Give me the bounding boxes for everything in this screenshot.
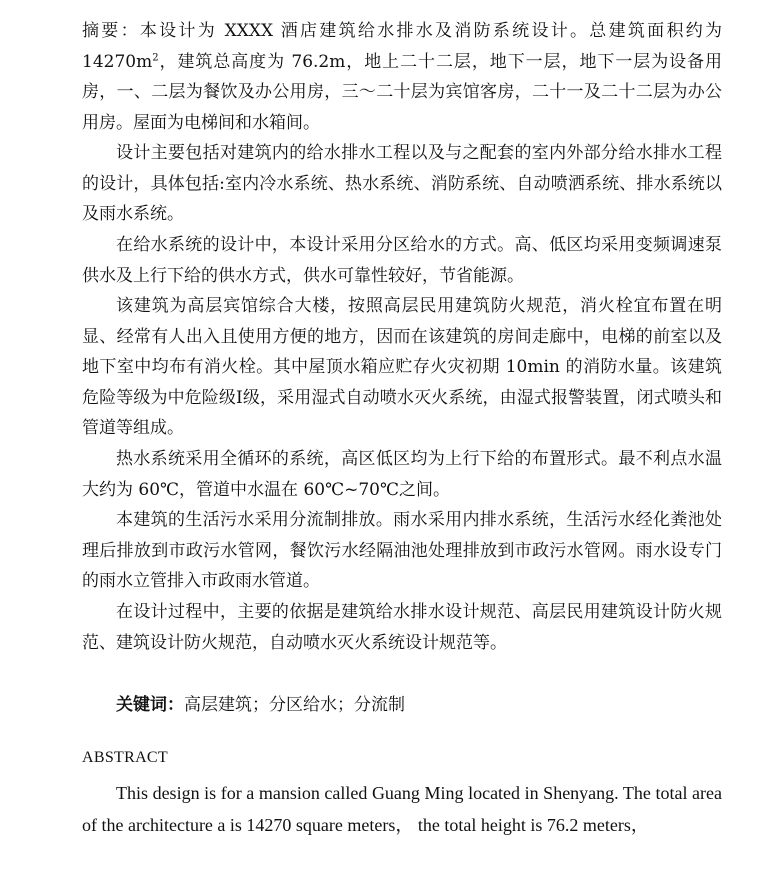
abstract-heading: ABSTRACT [82,749,168,766]
summary-paragraph-4: 该建筑为高层宾馆综合大楼，按照高层民用建筑防火规范，消火栓宜布置在明显、经常有人出入且使用方便的地方，因而在该建筑的房间走廊中，电梯的前室以及地下室中均布有消火栓。其中屋顶水箱应贮存火灾初期 10min 的消防水量。该建筑危险等级为中危险级Ⅰ级，采用湿式自动喷水灭火系统，由湿式报警装置，闭式喷头和管道等组成。 [82,296,722,438]
summary-text-a: 本设计为 XXXX 酒店建筑给水排水及消防系统设计。总建筑面积约为 14270m [82,21,723,72]
keywords-line [116,693,405,717]
abstract-paragraph-1: This design is for a mansion called Guang Ming located in Shenyang. The total area of the architecture a is 14270 square meters， the total height is 76.2 meters， [82,783,722,835]
area-superscript: 2 [152,51,159,63]
summary-paragraph-2: 设计主要包括对建筑内的给水排水工程以及与之配套的室内外部分给水排水工程的设计，具体包括:室内冷水系统、热水系统、消防系统、自动喷洒系统、排水系统以及雨水系统。 [82,143,722,224]
keywords-items: 高层建筑；分区给水；分流制 [184,695,405,715]
summary-label: 摘要： [82,21,140,41]
keywords-label: 关键词： [116,695,184,715]
summary-paragraph-3: 在给水系统的设计中，本设计采用分区给水的方式。高、低区均采用变频调速泵供水及上行下给的供水方式，供水可靠性较好，节省能源。 [82,235,722,286]
summary-paragraph-6: 本建筑的生活污水采用分流制排放。雨水采用内排水系统，生活污水经化粪池处理后排放到市政污水管网，餐饮污水经隔油池处理排放到市政污水管网。雨水设专门的雨水立管排入市政雨水管道。 [82,510,722,591]
summary-paragraph-1 [82,16,722,138]
summary-text-b: ，建筑总高度为 76.2m，地上二十二层，地下一层，地下一层为设备用房，一、二层为餐饮及办公用房，三～二十层为宾馆客房，二十一及二十二层为办公用房。屋面为电梯间和水箱间。 [82,51,722,133]
summary-paragraph-7: 在设计过程中，主要的依据是建筑给水排水设计规范、高层民用建筑设计防火规范、建筑设计防火规范，自动喷水灭火系统设计规范等。 [82,602,722,653]
summary-paragraph-5: 热水系统采用全循环的系统，高区低区均为上行下给的布置形式。最不利点水温大约为 60℃，管道中水温在 60℃~70℃之间。 [82,449,722,500]
